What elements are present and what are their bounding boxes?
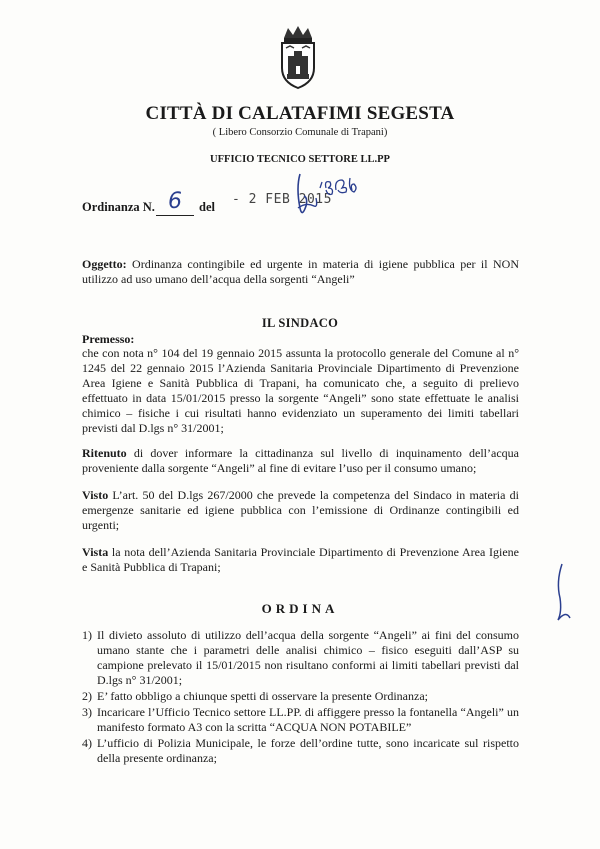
ordinance-number: 6 (156, 189, 194, 216)
list-item-text: E’ fatto obbligo a chiunque spetti di osservare la presente Ordinanza; (97, 689, 428, 703)
subject-text: Ordinanza contingibile ed urgente in materia di igiene pubblica per il NON utilizzo ad uso umano dell’acqua della sorgenti “Angeli” (82, 257, 519, 286)
ordinance-label: Ordinanza N. (82, 200, 155, 214)
orders-heading: ORDINA (261, 601, 339, 616)
city-title: CITTÀ DI CALATAFIMI SEGESTA (145, 103, 455, 124)
seen-note-label: Vista (82, 545, 109, 559)
list-item-number: 1) (82, 628, 92, 642)
list-item-number: 2) (82, 689, 92, 703)
list-item (82, 628, 519, 688)
ordinance-date-label: del (199, 200, 215, 214)
considered-text: di dover informare la cittadinanza sul livello di inquinamento dell’acqua proveniente dalla sorgente “Angeli” al fine di evitare l’uso per il consumo umano; (82, 446, 519, 475)
list-item-text: Incaricare l’Ufficio Tecnico settore LL.PP. di affiggere presso la fontanella “Angeli” un manifesto formato A3 con la scritta “ACQUA NON POTABILE” (97, 705, 519, 734)
seen-law-paragraph (82, 488, 519, 533)
considered-label: Ritenuto (82, 446, 127, 460)
seen-law-label: Visto (82, 488, 109, 502)
seen-law-text: L’art. 50 del D.lgs 267/2000 che prevede la competenza del Sindaco in materia di emergenze sanitarie ed igiene pubblica con l’emissione di Ordinanze contingibili ed urgenti; (82, 488, 519, 532)
date-stamp: - 2 FEB 2015 (232, 192, 332, 207)
list-item-text: Il divieto assoluto di utilizzo dell’acqua della sorgente “Angeli” ai fini del consumo umano stante che i parametri delle analisi chimico – fisico eseguiti dall’ASP su campione prelevato il 15/01/2015 non risultano conformi ai limiti tabellari previsti dal D.lgs n° 31/2001; (97, 628, 519, 687)
premise-paragraph: che con nota n° 104 del 19 gennaio 2015 assunta la protocollo generale del Comune al n° 1245 del 22 gennaio 2015 l’Azienda Sanitaria Provinciale Dipartimento di Prevenzione Area Igiene e Sanità Pubblica di Trapani, ha comunicato che, a seguito di prelievo effettuato in data 15/01/2015 presso la sorgente “Angeli” sono state effettuate le analisi chimico – fisiche i cui risultati hanno evidenziato un superamento dei limiti tabellari previsti dal D.lgs n° 31/2001; (82, 346, 519, 435)
seen-note-text: la nota dell’Azienda Sanitaria Provinciale Dipartimento di Prevenzione Area Igiene e Sanità Pubblica di Trapani; (82, 545, 519, 574)
subject-label: Oggetto: (82, 257, 127, 271)
list-item (82, 736, 519, 766)
premise-label: Premesso: (82, 332, 135, 346)
office-heading: UFFICIO TECNICO SETTORE LL.PP (210, 154, 390, 165)
list-item-number: 3) (82, 705, 92, 719)
city-crest-emblem (274, 24, 322, 90)
list-item (82, 689, 519, 704)
orders-list (82, 628, 519, 767)
list-item-number: 4) (82, 736, 92, 750)
handwritten-signature (292, 168, 362, 220)
considered-paragraph (82, 446, 519, 476)
seen-note-paragraph (82, 545, 519, 575)
list-item (82, 705, 519, 735)
subject-paragraph (82, 257, 519, 287)
mayor-heading: IL SINDACO (261, 316, 339, 330)
city-subtitle: ( Libero Consorzio Comunale di Trapani) (212, 127, 388, 138)
list-item-text: L’ufficio di Polizia Municipale, le forze dell’ordine tutte, sono incaricate sul rispetto della presente ordinanza; (97, 736, 519, 765)
